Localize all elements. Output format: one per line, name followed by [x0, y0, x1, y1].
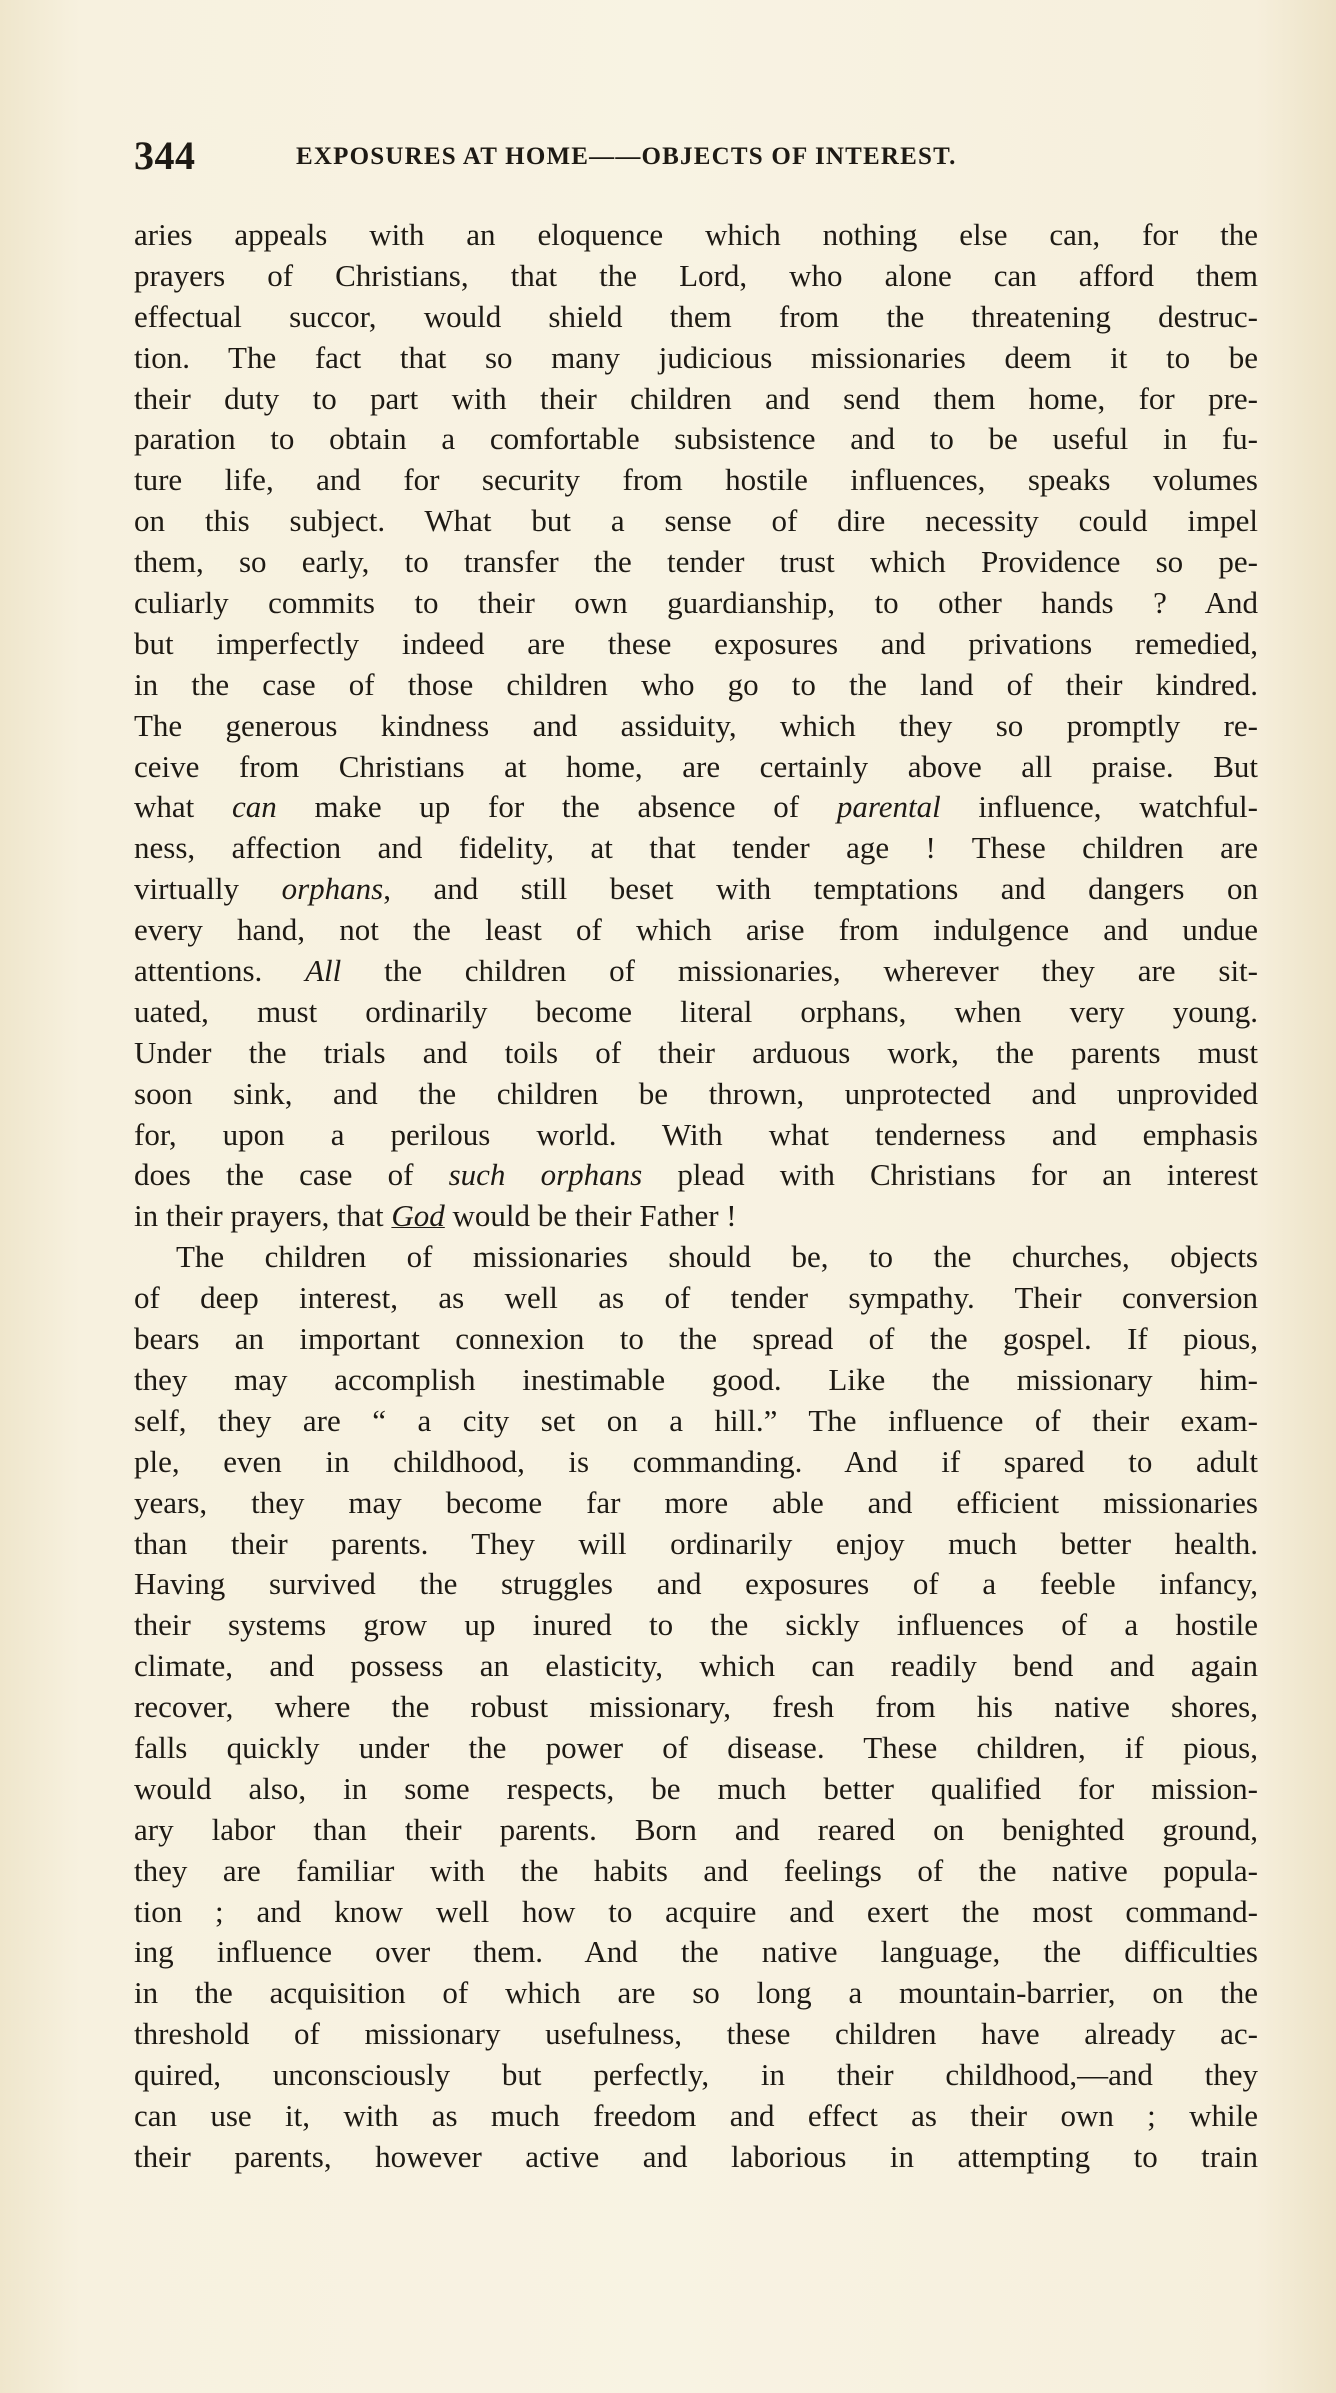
italic-text: such orphans: [448, 1157, 643, 1193]
text-line: bears an important connexion to the spread of the gospel. If pious,: [134, 1321, 1258, 1357]
italic-text: All: [305, 953, 342, 989]
text-line: of deep interest, as well as of tender sympathy. Their conversion: [134, 1280, 1258, 1316]
text-line: ture life, and for security from hostile influences, speaks volumes: [134, 462, 1258, 498]
body-text: [134, 215, 1258, 2178]
text-line: their parents, however active and laborious in attempting to train: [134, 2138, 1258, 2174]
text-line: attentions. All the children of missionaries, wherever they are sit-: [134, 953, 1258, 989]
text-line: Under the trials and toils of their arduous work, the parents must: [134, 1034, 1258, 1070]
text-line: on this subject. What but a sense of dire necessity could impel: [134, 503, 1258, 539]
text-line: ceive from Christians at home, are certainly above all praise. But: [134, 748, 1258, 784]
text-line: their systems grow up inured to the sickly influences of a hostile: [134, 1607, 1258, 1643]
text-line: years, they may become far more able and efficient missionaries: [134, 1484, 1258, 1520]
text-line: ple, even in childhood, is commanding. And if spared to adult: [134, 1443, 1258, 1479]
text-line: self, they are “ a city set on a hill.” The influence of their exam-: [134, 1402, 1258, 1438]
page-number: 344: [134, 133, 196, 178]
text-line: paration to obtain a comfortable subsistence and to be useful in fu-: [134, 421, 1258, 457]
text-line: threshold of missionary usefulness, these children have already ac-: [134, 2016, 1258, 2052]
text-line: uated, must ordinarily become literal orphans, when very young.: [134, 993, 1258, 1029]
text-line: Having survived the struggles and exposures of a feeble infancy,: [134, 1566, 1258, 1602]
text-line: than their parents. They will ordinarily enjoy much better health.: [134, 1525, 1258, 1561]
text-line: ary labor than their parents. Born and reared on benighted ground,: [134, 1811, 1258, 1847]
text-line: climate, and possess an elasticity, which can readily bend and again: [134, 1648, 1258, 1684]
text-line: ing influence over them. And the native language, the difficulties: [134, 1934, 1258, 1970]
text-line: their duty to part with their children and send them home, for pre-: [134, 380, 1258, 416]
text-line: they are familiar with the habits and feelings of the native popula-: [134, 1852, 1258, 1888]
text-line: virtually orphans, and still beset with temptations and dangers on: [134, 871, 1258, 907]
text-line: them, so early, to transfer the tender trust which Providence so pe-: [134, 544, 1258, 580]
text-line: aries appeals with an eloquence which nothing else can, for the: [134, 217, 1258, 252]
text-line: soon sink, and the children be thrown, unprotected and unprovided: [134, 1075, 1258, 1111]
text-line: can use it, with as much freedom and effect as their own ; while: [134, 2097, 1258, 2133]
text-line: but imperfectly indeed are these exposures and privations remedied,: [134, 625, 1258, 661]
text-line: quired, unconsciously but perfectly, in their childhood,—and they: [134, 2057, 1258, 2093]
text-line: recover, where the robust missionary, fresh from his native shores,: [134, 1689, 1258, 1725]
running-head: [134, 134, 1210, 178]
text-line: in the case of those children who go to the land of their kindred.: [134, 666, 1258, 702]
text-line: falls quickly under the power of disease. These children, if pious,: [134, 1729, 1258, 1765]
running-title: EXPOSURES AT HOME——OBJECTS OF INTEREST.: [296, 143, 957, 170]
text-line: does the case of such orphans plead with Christians for an interest: [134, 1157, 1258, 1193]
italic-text: orphans: [281, 871, 384, 907]
italic-text: parental: [836, 789, 941, 825]
text-line: culiarly commits to their own guardianship, to other hands ? And: [134, 585, 1258, 621]
italic-text: can: [231, 789, 277, 825]
text-line: ness, affection and fidelity, at that tender age ! These children are: [134, 830, 1258, 866]
text-line: tion ; and know well how to acquire and exert the most command-: [134, 1893, 1258, 1929]
text-line: what can make up for the absence of parental influence, watchful-: [134, 789, 1258, 825]
text-line: tion. The fact that so many judicious missionaries deem it to be: [134, 339, 1258, 375]
italic-text: God: [391, 1198, 445, 1234]
paragraph-end-line: in their prayers, that God would be their Father !: [134, 1198, 737, 1234]
text-line: effectual succor, would shield them from the threatening destruc-: [134, 298, 1258, 334]
text-line: they may accomplish inestimable good. Like the missionary him-: [134, 1361, 1258, 1397]
paragraph-first-line: The children of missionaries should be, to the churches, objects: [176, 1239, 1258, 1275]
text-line: in the acquisition of which are so long a mountain-barrier, on the: [134, 1975, 1258, 2011]
text-line: would also, in some respects, be much better qualified for mission-: [134, 1770, 1258, 1806]
text-line: every hand, not the least of which arise from indulgence and undue: [134, 912, 1258, 948]
text-line: The generous kindness and assiduity, which they so promptly re-: [134, 707, 1258, 743]
text-line: for, upon a perilous world. With what tenderness and emphasis: [134, 1116, 1258, 1152]
text-line: prayers of Christians, that the Lord, who alone can afford them: [134, 257, 1258, 293]
